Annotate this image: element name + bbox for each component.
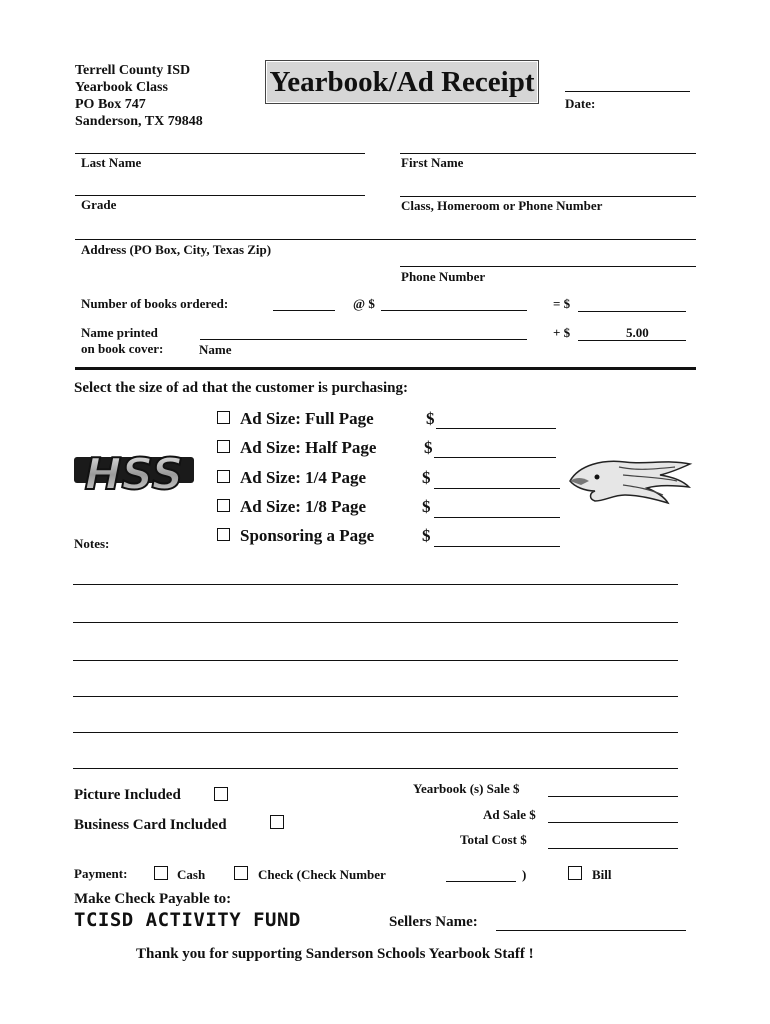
check-checkbox[interactable] xyxy=(234,866,248,880)
notes-line[interactable] xyxy=(73,622,678,623)
notes-line[interactable] xyxy=(73,696,678,697)
ad-option-currency: $ xyxy=(422,497,431,516)
ad-option-amount-line[interactable] xyxy=(434,517,560,518)
ad-sale-label: Ad Sale $ xyxy=(483,807,536,822)
check-close: ) xyxy=(522,867,527,882)
books-total-line[interactable] xyxy=(578,311,686,312)
first-name-line[interactable] xyxy=(400,153,696,154)
name-printed-label xyxy=(81,325,163,357)
ad-option-amount-line[interactable] xyxy=(434,457,556,458)
books-ordered-label: Number of books ordered: xyxy=(81,296,229,311)
books-ordered-line[interactable] xyxy=(273,310,335,311)
hss-logo xyxy=(72,443,196,497)
org-city: Sanderson, TX 79848 xyxy=(75,114,203,129)
checkbox[interactable] xyxy=(217,499,230,512)
payment-label: Payment: xyxy=(74,866,128,881)
business-card-checkbox[interactable] xyxy=(270,815,284,829)
hss-logo-text: HSS xyxy=(84,449,184,497)
last-name-label: Last Name xyxy=(81,155,142,170)
cash-label: Cash xyxy=(177,867,206,882)
ad-option-label: Ad Size: 1/4 Page xyxy=(240,468,367,487)
grade-label: Grade xyxy=(81,197,117,212)
name-printed-line1: Name printed xyxy=(81,325,158,340)
check-label: Check (Check Number xyxy=(258,867,386,882)
date-label: Date: xyxy=(565,96,596,111)
first-name-label: First Name xyxy=(401,155,464,170)
name-printed-line[interactable] xyxy=(200,339,527,340)
total-cost-line[interactable] xyxy=(548,848,678,849)
picture-included-checkbox[interactable] xyxy=(214,787,228,801)
notes-line[interactable] xyxy=(73,660,678,661)
bill-checkbox[interactable] xyxy=(568,866,582,880)
ad-option-currency: $ xyxy=(426,409,435,428)
name-fee-line xyxy=(578,340,686,341)
notes-line[interactable] xyxy=(73,732,678,733)
sellers-name-line[interactable] xyxy=(496,930,686,931)
notes-line[interactable] xyxy=(73,768,678,769)
grade-line[interactable] xyxy=(75,195,365,196)
ad-option-currency: $ xyxy=(422,526,431,545)
checkbox[interactable] xyxy=(217,440,230,453)
name-sub-label: Name xyxy=(199,342,232,357)
at-price-label: @ $ xyxy=(353,296,375,311)
plus-value: 5.00 xyxy=(626,325,649,340)
thank-you-note: Thank you for supporting Sanderson Schools Yearbook Staff ! xyxy=(136,946,534,962)
date-line[interactable] xyxy=(565,91,690,92)
org-address-block xyxy=(75,62,203,130)
plus-label: + $ xyxy=(553,325,571,340)
checkbox[interactable] xyxy=(217,470,230,483)
ad-prompt: Select the size of ad that the customer is purchasing: xyxy=(74,380,408,396)
phone-line[interactable] xyxy=(400,266,696,267)
ad-sale-line[interactable] xyxy=(548,822,678,823)
ad-option-currency: $ xyxy=(422,468,431,487)
ad-option-currency: $ xyxy=(424,438,433,457)
checkbox[interactable] xyxy=(217,411,230,424)
check-number-line[interactable] xyxy=(446,881,516,882)
ad-option-amount-line[interactable] xyxy=(434,546,560,547)
eagle-icon xyxy=(567,455,693,505)
last-name-line[interactable] xyxy=(75,153,365,154)
yearbook-sale-line[interactable] xyxy=(548,796,678,797)
name-printed-line2: on book cover: xyxy=(81,341,164,356)
total-cost-label: Total Cost $ xyxy=(460,832,527,847)
org-class: Yearbook Class xyxy=(75,80,168,95)
address-label: Address (PO Box, City, Texas Zip) xyxy=(81,242,272,257)
ad-option-amount-line[interactable] xyxy=(434,488,560,489)
sellers-name-label: Sellers Name: xyxy=(389,914,478,930)
ad-option-label: Sponsoring a Page xyxy=(240,526,375,545)
ad-option-amount-line[interactable] xyxy=(436,428,556,429)
payable-to-label: Make Check Payable to: xyxy=(74,891,232,907)
page-title: Yearbook/Ad Receipt xyxy=(265,60,539,104)
activity-fund-label: TCISD ACTIVITY FUND xyxy=(74,909,301,931)
equals-label: = $ xyxy=(553,296,571,311)
phone-label: Phone Number xyxy=(401,269,486,284)
yearbook-sale-label: Yearbook (s) Sale $ xyxy=(413,781,520,796)
class-homeroom-line[interactable] xyxy=(400,196,696,197)
section-divider xyxy=(75,367,696,370)
org-po-box: PO Box 747 xyxy=(75,97,146,112)
org-name: Terrell County ISD xyxy=(75,63,191,78)
class-homeroom-label: Class, Homeroom or Phone Number xyxy=(401,198,603,213)
ad-option-label: Ad Size: Half Page xyxy=(240,438,377,457)
price-line[interactable] xyxy=(381,310,527,311)
checkbox[interactable] xyxy=(217,528,230,541)
notes-label: Notes: xyxy=(74,536,110,551)
bill-label: Bill xyxy=(592,867,612,882)
ad-option-label: Ad Size: 1/8 Page xyxy=(240,497,367,516)
cash-checkbox[interactable] xyxy=(154,866,168,880)
ad-option-label: Ad Size: Full Page xyxy=(240,409,374,428)
picture-included-label: Picture Included xyxy=(74,787,181,803)
notes-line[interactable] xyxy=(73,584,678,585)
address-line[interactable] xyxy=(75,239,696,240)
business-card-label: Business Card Included xyxy=(74,817,227,833)
